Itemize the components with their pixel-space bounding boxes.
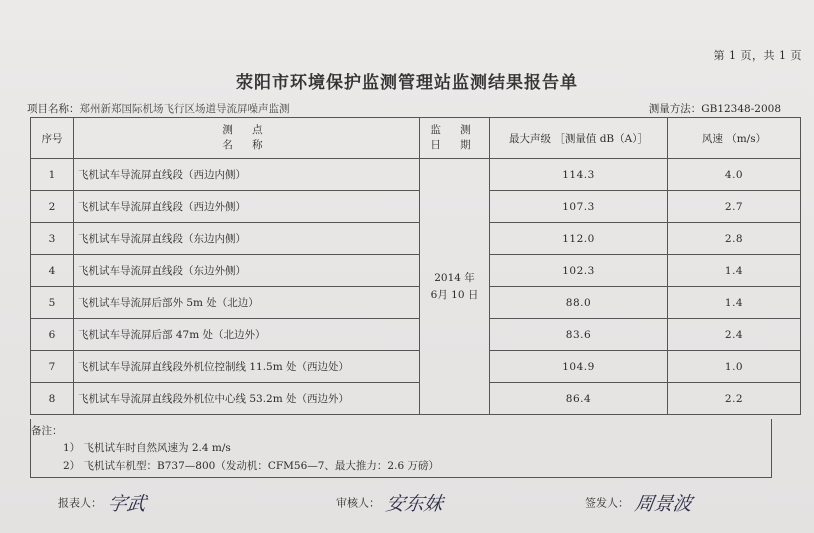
table-header-row	[31, 118, 801, 159]
method-value: GB12348-2008	[701, 103, 781, 115]
row-level: 104.9	[490, 351, 668, 383]
row-no: 4	[31, 255, 74, 287]
row-no: 7	[31, 351, 74, 383]
remarks-section	[30, 419, 772, 478]
project-name-value: 郑州新郑国际机场飞行区场道导流屏噪声监测	[79, 103, 290, 115]
issuer-signature: 周景波	[633, 493, 694, 515]
row-no: 5	[31, 287, 74, 319]
reporter-signature: 字武	[106, 493, 148, 515]
table-row	[31, 159, 801, 191]
table-row	[31, 191, 801, 223]
row-wind: 1.4	[668, 255, 801, 287]
row-level: 114.3	[490, 159, 668, 191]
issuer-label: 签发人：	[585, 496, 629, 510]
row-wind: 1.0	[668, 351, 801, 383]
header-date	[420, 118, 490, 159]
row-no: 8	[31, 383, 74, 415]
row-level: 112.0	[490, 223, 668, 255]
row-wind: 2.8	[668, 223, 801, 255]
row-no: 6	[31, 319, 74, 351]
table-row	[31, 287, 801, 319]
reporter-label: 报表人：	[58, 496, 102, 510]
remark-line-2: 2） 飞机试车机型：B737—800（发动机：CFM56—7、最大推力：2.6 万磅）	[63, 460, 439, 472]
row-level: 88.0	[490, 287, 668, 319]
header-no: 序号	[31, 118, 74, 159]
monitoring-date-year: 2014 年	[434, 271, 475, 284]
row-point-name: 飞机试车导流屏直线段（东边外侧）	[74, 255, 420, 287]
row-level: 83.6	[490, 319, 668, 351]
header-date-line2: 日 期	[430, 139, 479, 151]
header-point	[74, 118, 420, 159]
method-group	[649, 101, 781, 116]
table-row	[31, 319, 801, 351]
issuer-block	[585, 489, 692, 516]
row-point-name: 飞机试车导流屏直线段（东边内侧）	[74, 223, 420, 255]
row-wind: 2.7	[668, 191, 801, 223]
row-point-name: 飞机试车导流屏后部 47m 处（北边外）	[74, 319, 420, 351]
reviewer-block	[336, 489, 443, 516]
row-no: 2	[31, 191, 74, 223]
project-info-line	[27, 101, 781, 116]
reviewer-label: 审核人：	[336, 496, 380, 510]
reporter-block	[58, 489, 146, 516]
table-row	[31, 351, 801, 383]
row-wind: 4.0	[668, 159, 801, 191]
header-point-line2: 名 称	[222, 139, 271, 151]
monitoring-date	[420, 159, 490, 415]
header-level: 最大声级 ［测量值 dB（A）］	[490, 118, 668, 159]
row-level: 86.4	[490, 383, 668, 415]
header-point-line1: 测 点	[222, 124, 271, 136]
remarks-label: 备注：	[31, 425, 63, 437]
table-row	[31, 255, 801, 287]
project-name-label: 项目名称：	[27, 103, 80, 115]
results-table	[30, 117, 801, 415]
row-point-name: 飞机试车导流屏直线段（西边外侧）	[74, 191, 420, 223]
reviewer-signature: 安东妹	[384, 493, 445, 515]
table-row	[31, 383, 801, 415]
row-point-name: 飞机试车导流屏直线段（西边内侧）	[74, 159, 420, 191]
header-date-line1: 监 测	[430, 124, 479, 136]
remark-line-1: 1） 飞机试车时自然风速为 2.4 m/s	[63, 442, 231, 454]
page-number: 第 1 页，共 1 页	[713, 49, 802, 62]
report-title: 荥阳市环境保护监测管理站监测结果报告单	[236, 73, 578, 93]
row-level: 107.3	[490, 191, 668, 223]
row-point-name: 飞机试车导流屏直线段外机位控制线 11.5m 处（西边处）	[74, 351, 420, 383]
row-point-name: 飞机试车导流屏直线段外机位中心线 53.2m 处（西边外）	[74, 383, 420, 415]
table-row	[31, 223, 801, 255]
header-wind: 风速 （m/s）	[668, 118, 801, 159]
row-no: 1	[31, 159, 74, 191]
row-point-name: 飞机试车导流屏后部外 5m 处（北边）	[74, 287, 420, 319]
row-level: 102.3	[490, 255, 668, 287]
row-no: 3	[31, 223, 74, 255]
project-name-group	[27, 101, 290, 116]
monitoring-date-day: 6月 10 日	[430, 288, 479, 301]
method-label: 测量方法：	[648, 103, 702, 115]
row-wind: 2.4	[668, 319, 801, 351]
row-wind: 2.2	[668, 383, 801, 415]
row-wind: 1.4	[668, 287, 801, 319]
